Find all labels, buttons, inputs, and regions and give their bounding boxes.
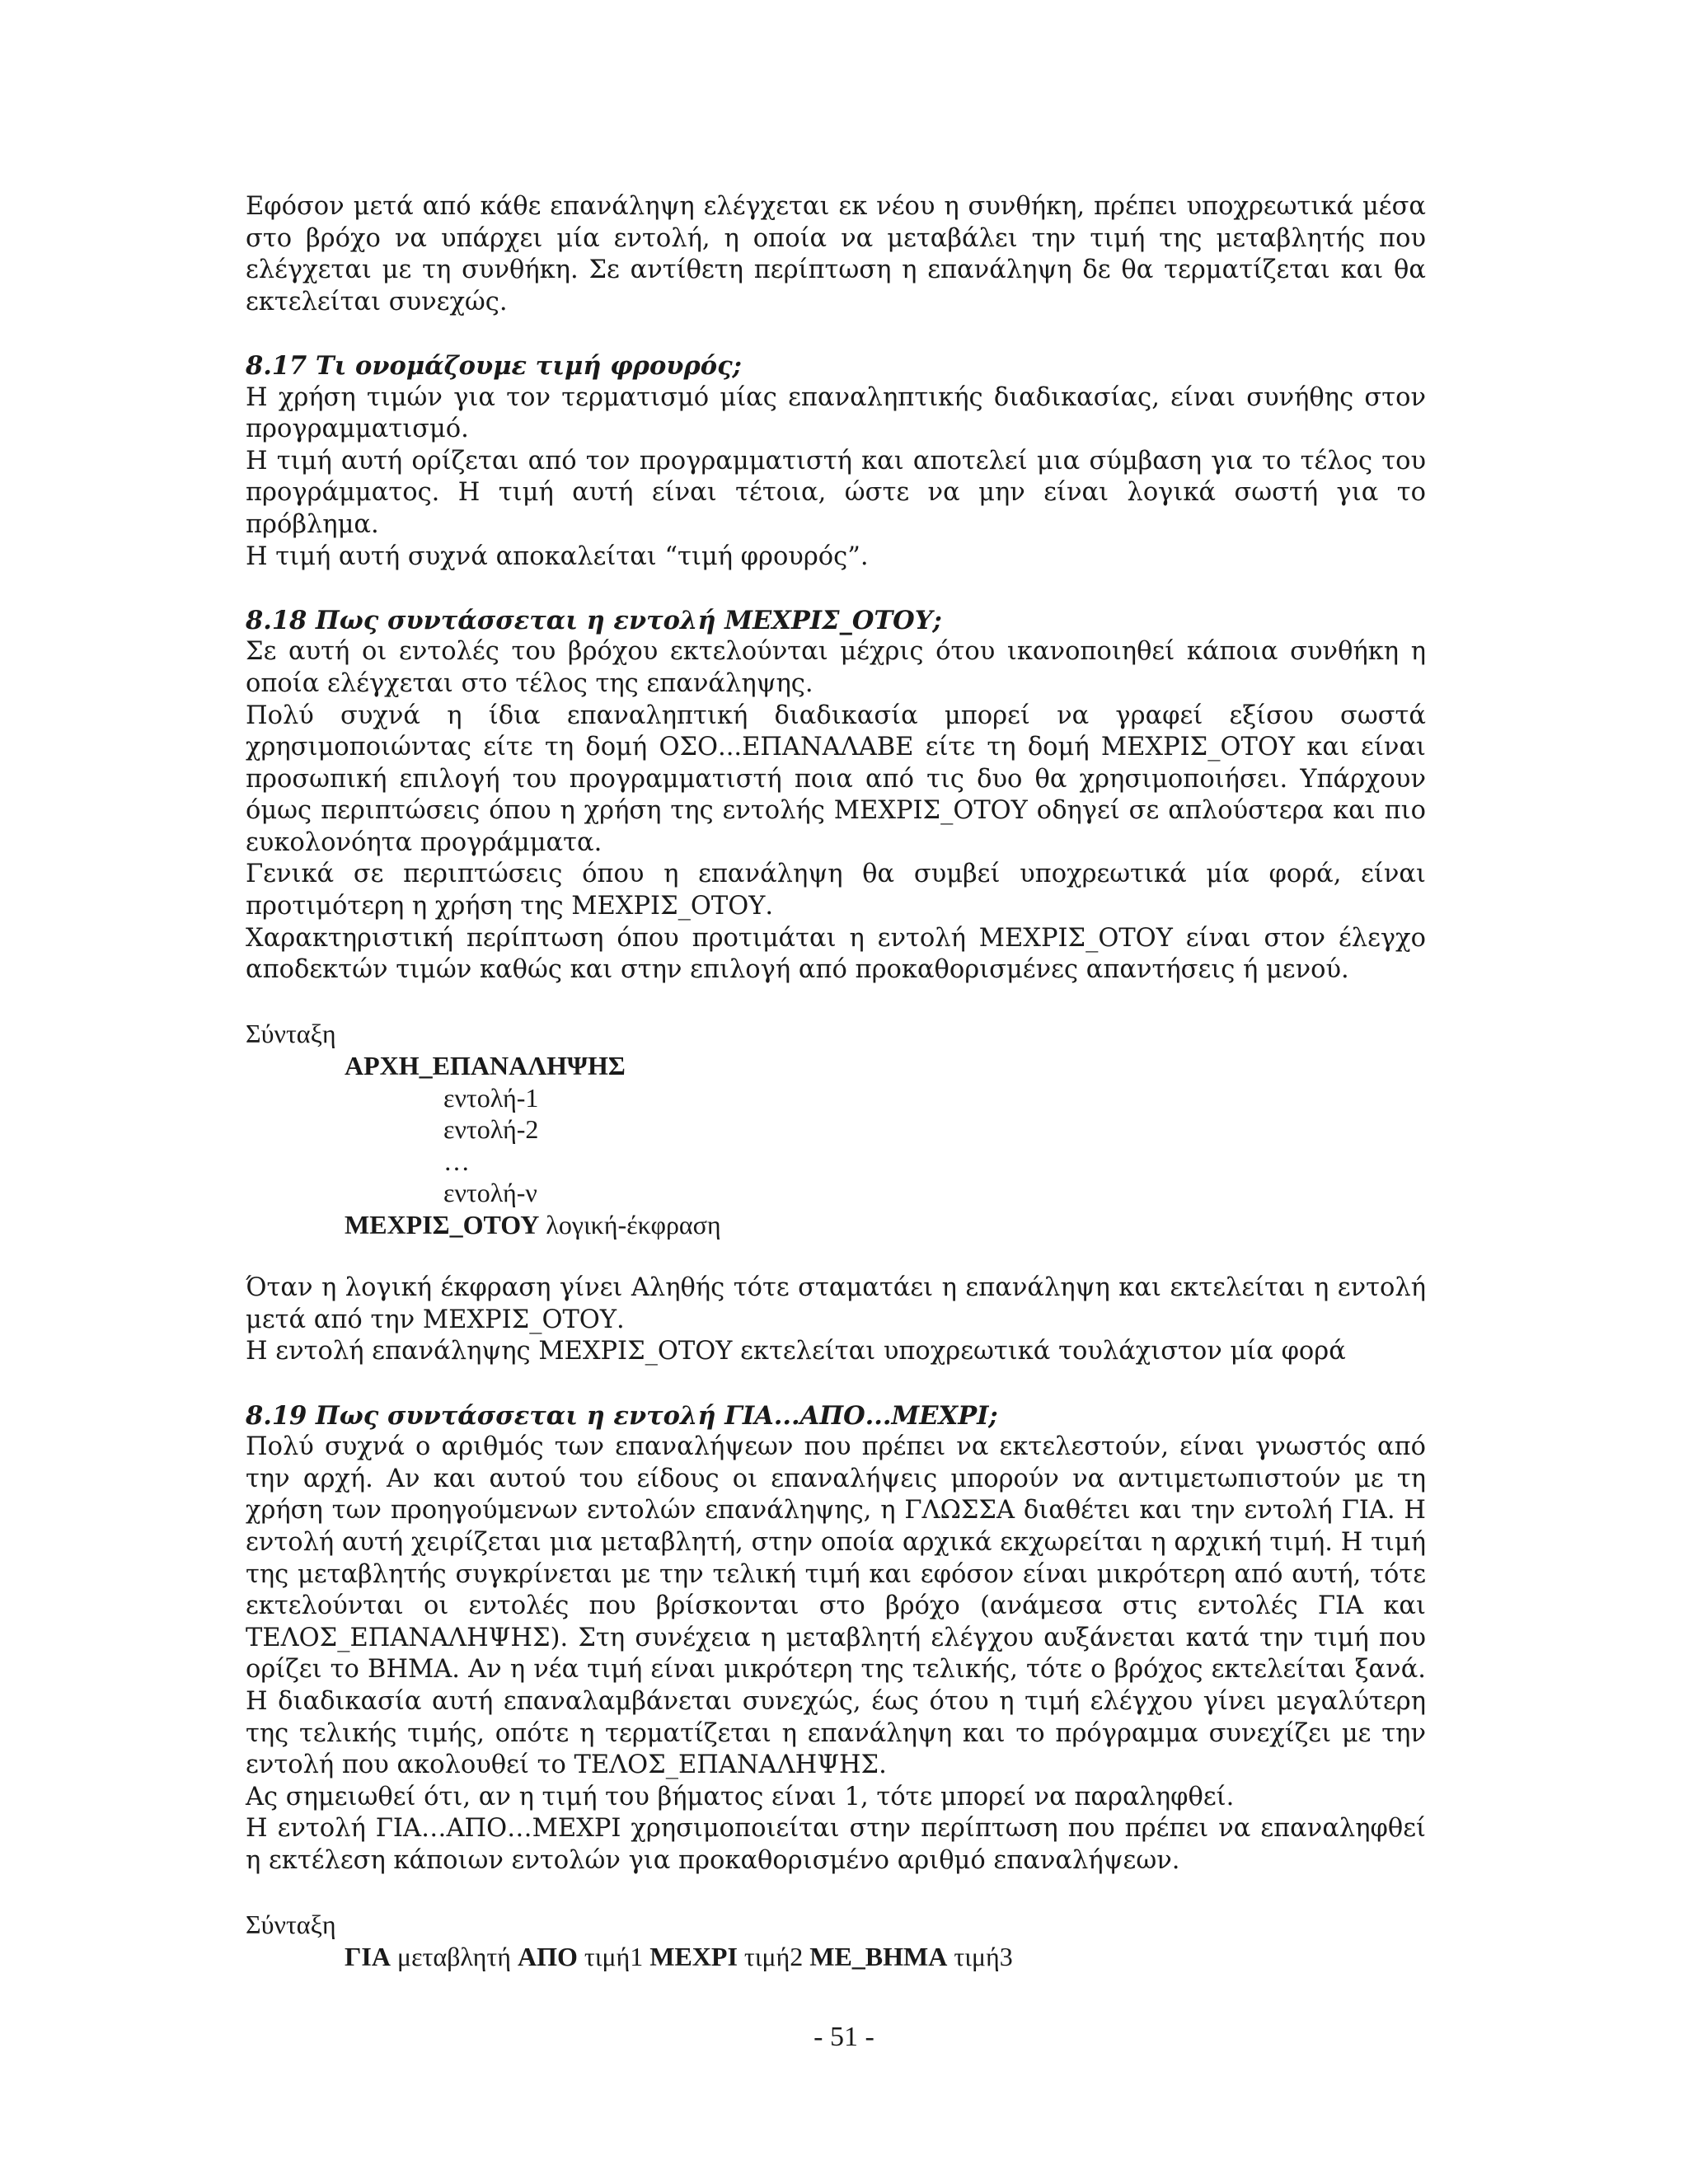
syntax-ellipsis: … [443,1146,470,1176]
keyword: ΜΕΧΡΙΣ_ΟΤΟΥ [345,1210,540,1240]
intro-paragraph: Εφόσον μετά από κάθε επανάληψη ελέγχεται εκ νέου η συνθήκη, πρέπει υποχρεωτικά μέσα στο βρόχο να υπάρχει μία εντολή, η οποία να μεταβάλει την τιμή της μεταβλητής που ελέγχεται με τη συνθήκη. Σε αντίθετη περίπτωση η επανάληψη δε θα τερματίζεται και θα εκτελείται συνεχώς. [246,192,1426,316]
section-8-18-heading: 8.18 Πως συντάσσεται η εντολή ΜΕΧΡΙΣ_ΟΤΟΥ; [246,605,942,635]
spacer [246,987,1426,1019]
section-8-18-paragraph-1: Σε αυτή οι εντολές του βρόχου εκτελούνται μέχρις ότου ικανοποιηθεί κάποια συνθήκη η οποία ελέγχεται στο τέλος της επανάληψης. [246,637,1426,698]
spacer [246,1241,1426,1273]
syntax-text: τιμή1 [577,1941,650,1971]
repeat-start-keyword [246,1050,1426,1082]
syntax-statement-n: εντολή-ν [443,1178,537,1208]
syntax-text: μεταβλητή [390,1941,518,1971]
section-8-17-paragraph-3: Η τιμή αυτή συχνά αποκαλείται “τιμή φρουρός”. [246,541,869,571]
section-8-17-paragraph-1: Η χρήση τιμών για τον τερματισμό μίας επαναληπτικής διαδικασίας, είναι συνήθης στον προγραμματισμό. [246,382,1426,444]
keyword: ΑΠΟ [517,1941,578,1971]
keyword: ΑΡΧΗ_ΕΠΑΝΑΛΗΨΗΣ [345,1051,626,1081]
section-8-18-paragraph-5: Όταν η λογική έκφραση γίνει Αληθής τότε σταματάει η επανάληψη και εκτελείται η εντολή μετά από την ΜΕΧΡΙΣ_ΟΤΟΥ. [246,1273,1426,1334]
section-8-18-paragraph-6: Η εντολή επανάληψης ΜΕΧΡΙΣ_ΟΤΟΥ εκτελείται υποχρεωτικά τουλάχιστον μία φορά [246,1337,1346,1366]
spacer [246,573,1426,605]
section-8-19-heading: 8.19 Πως συντάσσεται η εντολή ΓΙΑ...ΑΠΟ...ΜΕΧΡΙ; [246,1400,998,1431]
syntax-label: Σύνταξη [246,1019,336,1049]
section-8-19-paragraph-1: Πολύ συχνά ο αριθμός των επαναλήψεων που πρέπει να εκτελεστούν, είναι γνωστός από την αρχή. Αν και αυτού του είδους οι επαναλήψεις μπορούν να αντιμετωπιστούν με τη χρήση των προηγούμενων εντολών επανάληψης, η ΓΛΩΣΣΑ διαθέτει και την εντολή ΓΙΑ. Η εντολή αυτή χειρίζεται μια μεταβλητή, στην οποία αρχικά εκχωρείται η αρχική τιμή. Η τιμή της μεταβλητής συγκρίνεται με την τελική τιμή και εφόσον είναι μικρότερη από αυτή, τότε εκτελούνται οι εντολές που βρίσκονται στο βρόχο (ανάμεσα στις εντολές ΓΙΑ και ΤΕΛΟΣ_ΕΠΑΝΑΛΗΨΗΣ). Στη συνέχεια η μεταβλητή ελέγχου αυξάνεται κατά την τιμή που ορίζει το ΒΗΜΑ. Αν η νέα τιμή είναι μικρότερη της τελικής, τότε ο βρόχος εκτελείται ξανά. Η διαδικασία αυτή επαναλαμβάνεται συνεχώς, έως ότου η τιμή ελέγχου γίνει μεγαλύτερη της τελικής τιμής, οπότε η τερματίζεται η επανάληψη και το πρόγραμμα συνεχίζει με την εντολή που ακολουθεί το ΤΕΛΟΣ_ΕΠΑΝΑΛΗΨΗΣ. [246,1432,1426,1780]
syntax-statement-1: εντολή-1 [443,1082,539,1113]
keyword: ΜΕ_ΒΗΜΑ [809,1941,948,1971]
keyword: ΜΕΧΡΙ [649,1941,738,1971]
until-expression: λογική-έκφραση [539,1210,721,1240]
page-number: - 51 - [814,2022,874,2052]
syntax-text: τιμή2 [737,1941,810,1971]
syntax-label: Σύνταξη [246,1910,336,1940]
section-8-17-paragraph-2: Η τιμή αυτή ορίζεται από τον προγραμματιστή και αποτελεί μια σύμβαση για το τέλος του προγράμματος. Η τιμή αυτή είναι τέτοια, ώστε να μην είναι λογικά σωστή για το πρόβλημα. [246,446,1426,539]
section-8-19-paragraph-3: Η εντολή ΓΙΑ…ΑΠΟ…ΜΕΧΡΙ χρησιμοποιείται στην περίπτωση που πρέπει να επαναληφθεί η εκτέλεση κάποιων εντολών για προκαθορισμένο αριθμό επαναλήψεων. [246,1814,1426,1875]
section-8-18-paragraph-3: Γενικά σε περιπτώσεις όπου η επανάληψη θα συμβεί υποχρεωτικά μία φορά, είναι προτιμότερη η χρήση της ΜΕΧΡΙΣ_ΟΤΟΥ. [246,860,1426,921]
syntax-text: τιμή3 [947,1941,1013,1971]
page-body [246,191,1426,1972]
section-8-19-paragraph-2: Ας σημειωθεί ότι, αν η τιμή του βήματος είναι 1, τότε μπορεί να παραληφθεί. [246,1782,1235,1811]
section-8-18-paragraph-4: Χαρακτηριστική περίπτωση όπου προτιμάται η εντολή ΜΕΧΡΙΣ_ΟΤΟΥ είναι στον έλεγχο αποδεκτών τιμών καθώς και στην επιλογή από προκαθορισμένες απαντήσεις ή μενού. [246,923,1426,985]
spacer [246,1368,1426,1400]
until-line [246,1209,1426,1241]
keyword: ΓΙΑ [345,1941,391,1971]
section-8-17-heading: 8.17 Τι ονομάζουμε τιμή φρουρός; [246,350,742,381]
spacer [246,318,1426,350]
section-8-18-paragraph-2: Πολύ συχνά η ίδια επαναληπτική διαδικασία μπορεί να γραφεί εξίσου σωστά χρησιμοποιώντας είτε τη δομή ΟΣΟ...ΕΠΑΝΑΛΑΒΕ είτε τη δομή ΜΕΧΡΙΣ_ΟΤΟΥ και είναι προσωπική επιλογή του προγραμματιστή ποια από τις δυο θα χρησιμοποιήσει. Υπάρχουν όμως περιπτώσεις όπου η χρήση της εντολής ΜΕΧΡΙΣ_ΟΤΟΥ οδηγεί σε απλούστερα και πιο ευκολονόητα προγράμματα. [246,701,1426,857]
spacer [246,1877,1426,1909]
syntax-statement-2: εντολή-2 [443,1114,539,1145]
for-syntax-line [246,1941,1426,1973]
